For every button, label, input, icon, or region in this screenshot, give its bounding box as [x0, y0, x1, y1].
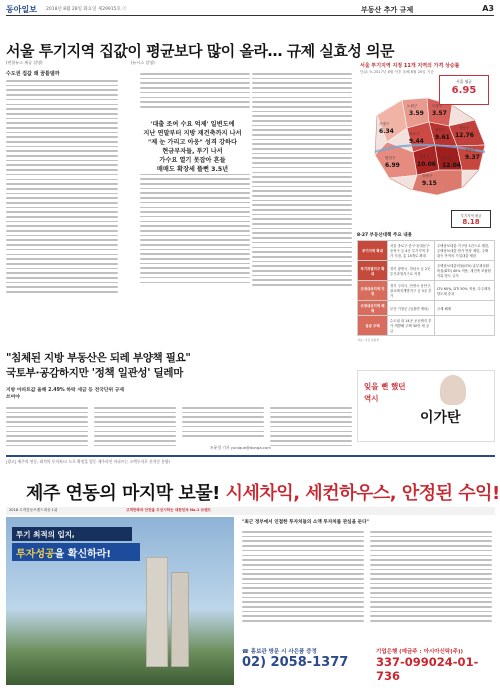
ad-tagline: [광고] 제주의 연동, 최적의 투자처!!! 도로 확정을 앞둔 제주라인 아파트는 소액투자로 선착순 분양! [6, 459, 171, 464]
bottom-advertisement[interactable] [6, 455, 500, 687]
district-label: 양천구 [385, 156, 396, 160]
page-number: A3 [482, 4, 494, 13]
ad-ribbon-1: 투기 최적의 입지, [12, 527, 132, 541]
ad-brand: 이가탄 [420, 410, 461, 426]
ad-building-photo [6, 517, 234, 685]
district-value: 6.99 [385, 162, 400, 169]
pull-quote-line: 지난 연말부터 지방 재건축까지 나서 [143, 130, 242, 137]
district-label: 용산구 [435, 128, 446, 132]
avg-label: 서울 평균 [456, 79, 472, 84]
pull-quote [140, 120, 245, 174]
map-title: 서울 투기지역 지정 11개 지역의 가격 상승률 [360, 63, 460, 69]
ad-headline-b: 시세차익, 세컨하우스, 안정된 수익! [225, 483, 500, 504]
table-row [358, 261, 495, 281]
district-label: 강동구 [465, 148, 476, 152]
second-subhead: 지방 아파트값 올해 2.49% 하락 세금 등 전국단위 규제 쓰여야 [6, 388, 125, 400]
table-row [358, 281, 495, 301]
avg2-value: 8.18 [462, 218, 480, 226]
pull-quote-line: "제 눈 가리고 아웅" 성격 강하다 [148, 139, 237, 146]
table-cell: 수도권 내 14곳 공공택지 추가 개발해 주택 30만 채 공급 [388, 316, 435, 336]
table-cell: 경기 구리시, 안양시 동안구, 광교택지개발지구 등 3곳 추가 [388, 281, 435, 301]
table-cell: 주택담보대출 가구당 1건으로 제한, 주택담보대출 만기 연장 제한, 주택 취득 목적의 기업대출 제한 [434, 241, 494, 261]
ad-ribbon-2a: 투자성공 [16, 549, 55, 560]
district-label: 도봉구 [432, 104, 443, 108]
pull-quote-line: '대출 조여 수요 억제' 일변도에 [150, 121, 235, 128]
second-headline-1: "침체된 지방 부동산은 되레 부양책 필요" [6, 352, 191, 364]
ad-desc-title: "최근 정부에서 인접한 투자처들의 소액 투자처를 관심을 둔다" [242, 520, 369, 525]
table-cell: 부산 기장군 (일광면 제외) [388, 301, 435, 316]
table-cell: 규제 해제 [434, 301, 494, 316]
district-value: 3.59 [409, 110, 424, 117]
district-value: 12.04 [442, 162, 461, 169]
table-source-note: 자료: 국토교통부 [357, 338, 380, 342]
ad-headline-a: 제주 연동의 마지막 보물! [26, 483, 226, 504]
table-title: 8·27 부동산대책 주요 내용 [357, 233, 412, 238]
district-value: 9.44 [409, 138, 424, 145]
table-category: 조정대상지역 지정 [358, 281, 388, 301]
credit-right: (뉴시스 설명) [131, 60, 155, 65]
pull-quote-line: 가수요 열기 못잡아 흔들 [159, 157, 226, 164]
district-value: 10.06 [417, 161, 436, 168]
district-label: 성동구 [459, 126, 470, 130]
district-value: 3.57 [432, 110, 447, 117]
ad-headline [26, 479, 500, 505]
article-col [6, 404, 88, 454]
table-cell [434, 316, 494, 336]
table-cell: 서울 종로구·중구·동대문구·동작구 등 4곳 투기지역 추가 지정, 총 15개로 확대 [388, 241, 435, 261]
article-col [94, 404, 176, 454]
photo-credits [6, 60, 216, 70]
main-headline: 서울 투기지역 집값이 평균보다 많이 올라… 규제 실효성 의문 [6, 42, 395, 60]
building-tower [171, 572, 189, 667]
policy-table [357, 232, 495, 367]
ad-contact-account[interactable] [376, 647, 494, 683]
district-label: 강남구 [422, 174, 433, 178]
table-row [358, 241, 495, 261]
table-cell: LTV 60%, DTI 50% 적용, 다주택자 양도세 중과 [434, 281, 494, 301]
table-row [358, 316, 495, 336]
ad-brand-strip [6, 507, 495, 515]
ad-desc-col [242, 528, 364, 648]
ad-ribbon-2 [12, 543, 140, 561]
section-title: 부동산 추가 규제 [361, 6, 414, 14]
district-label: 마포구 [409, 132, 420, 136]
table-category: 공공 주택 [358, 316, 388, 336]
building-tower [146, 557, 168, 667]
ad-line-1: 잊을 뻔 했던 [364, 382, 406, 391]
article-col [270, 404, 352, 454]
district-value: 12.76 [455, 132, 474, 139]
table-cell: 경기 광명시, 하남시 등 2곳 투기과열지구로 지정 [388, 261, 435, 281]
phone-number[interactable]: 02) 2058-1377 [242, 655, 349, 670]
ad-person-image [440, 375, 466, 405]
district-value: 9.61 [435, 134, 450, 141]
district-label: 서초구 [419, 155, 430, 159]
table-category: 조정대상지역 해제 [358, 301, 388, 316]
table-category: 투기과열지구 확대 [358, 261, 388, 281]
page-header [6, 4, 494, 16]
ad-desc-col [370, 528, 492, 648]
avg2-label: 투기지역 평균 [460, 214, 482, 218]
table-row [358, 301, 495, 316]
ad-contact-phone[interactable] [242, 647, 360, 670]
district-value: 9.37 [465, 154, 480, 161]
article-subhead: 수도권 집값 왜 꿈틀댈까 [6, 71, 60, 77]
pull-quote-line: 현금부자들, 투기 나서 [162, 148, 223, 155]
speculation-avg-badge [451, 210, 491, 228]
strip-right: 고객만족과 안전을 우선시하는 대한민국 No.1 브랜드 [126, 508, 212, 512]
contact-label: ☎ 홍보관 방문 시 사은품 증정 [242, 649, 317, 655]
district-label: 노원구 [407, 104, 418, 108]
pull-quote-line: 매매도 확장세 뜰뻔 3.5년 [156, 166, 229, 173]
strip-left: 2018 고객감동브랜드대상 1위 [9, 508, 58, 512]
article-col-2 [140, 70, 250, 340]
credit-left: (연합뉴스 제공 설명) [6, 60, 43, 65]
seoul-district-map [357, 60, 495, 230]
district-label: 송파구 [442, 156, 453, 160]
second-headline-2: 국토부·공감하지만 '정책 일관성' 딜레마 [6, 367, 184, 379]
ad-ribbon-2b: 을 확신하라! [54, 549, 111, 560]
second-article-body [6, 404, 351, 454]
avg-value: 6.95 [451, 85, 477, 96]
seoul-average-badge [439, 75, 489, 105]
district-label: 은평구 [379, 122, 390, 126]
district-value: 9.15 [422, 180, 437, 187]
table-category: 투기지역 확대 [358, 241, 388, 261]
article-col-3 [252, 70, 352, 340]
account-number[interactable]: 337-099024-01-736 [376, 655, 479, 683]
issue-date: 2018년 8월 28일 화요일 제29915호 ⓒ [46, 7, 127, 12]
ad-igatan[interactable] [357, 370, 495, 442]
newspaper-logo: 동아일보 [6, 4, 37, 14]
table-cell: 주택담보대출비율(LTV)·총부채상환비율(DTI) 40% 적용, 재건축 조합원 지위 양도 금지 [434, 261, 494, 281]
map-subtitle: 단위: % 2017년 8월 이후 올해 8월 20일 기준 [360, 70, 434, 74]
bank-label: 기업은행 (예금주 : 아시아신탁(주)) [376, 649, 464, 655]
district-value: 6.34 [379, 128, 394, 135]
ad-line-2: 역시 [364, 394, 379, 403]
ad-description [242, 519, 492, 648]
article-col-1 [6, 70, 118, 342]
byline: 조윤경 기자 yunique@donga.com [210, 445, 272, 450]
